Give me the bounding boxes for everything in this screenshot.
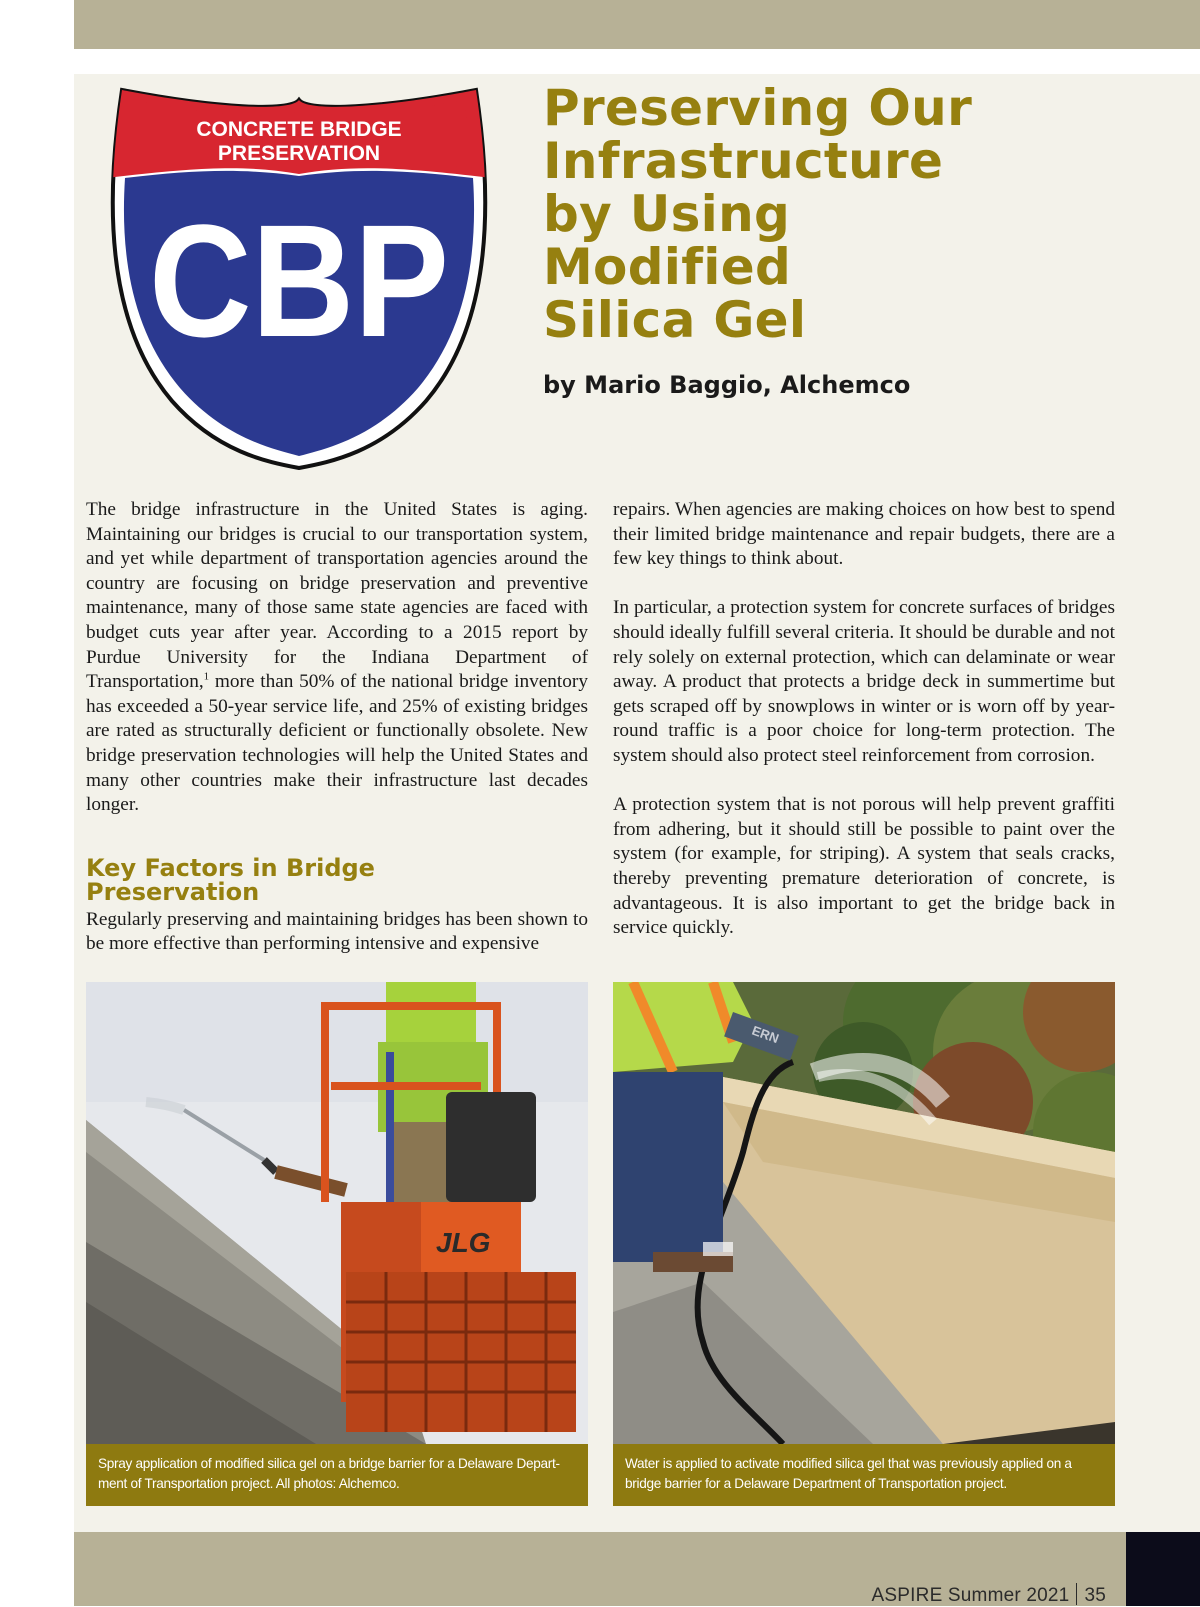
section-heading-line1: Key Factors in Bridge (86, 853, 375, 882)
top-bar (74, 0, 1200, 49)
lift-brand-label: JLG (436, 1227, 491, 1258)
cbp-shield-logo (106, 86, 492, 472)
photo-water-on-barrier (613, 982, 1115, 1444)
caption-line: Water is applied to activate modified silica gel that was previously applied on a (625, 1456, 1072, 1471)
title-line: Infrastructure (543, 132, 944, 190)
logo-banner-line1: CONCRETE BRIDGE (196, 118, 402, 141)
title-line: Modified (543, 238, 792, 296)
page-footer (872, 1583, 1106, 1607)
left-column (86, 498, 588, 957)
footer-divider (1076, 1583, 1077, 1605)
logo-letters: CBP (149, 191, 449, 370)
section-heading-line2: Preservation (86, 877, 260, 906)
title-line: by Using (543, 185, 791, 243)
intro-text-part1: The bridge infrastructure in the United States is aging. Maintaining our bridges is crucial to our transportation system, and yet while department of transportation agencies around the country are focusing on bridge preservation and preventive maintenance, many of those same state agencies are faced with budget cuts year after year. According to a 2015 report by Purdue University for the Indiana Department of Transportation, (86, 499, 588, 693)
publication-name: ASPIRE Summer 2021 (871, 1585, 1070, 1606)
logo-banner-line2: PRESERVATION (217, 142, 381, 165)
right-paragraph-2: In particular, a protection system for concrete surfaces of bridges should ideally fulfill several criteria. It should be durable and not rely solely on external protection, which can delaminate or wear away. A product that protects a bridge deck in summertime but gets scraped off by snowplows in winter or is worn off by year-round traffic is a poor choice for long-term protection. The system should also protect steel reinforcement from corrosion. (613, 597, 1115, 766)
sleeve-label: ERN (749, 1022, 781, 1047)
title-line: Preserving Our (543, 79, 973, 137)
bottom-corner-block (1126, 1532, 1200, 1606)
intro-text-part2: more than 50% of the national bridge inventory has exceeded a 50-year service life, and 25% of existing bridges are rated as structurally deficient or functionally obsolete. New bridge preservation technologies will help the United States and many other countries make their infrastructure last decades longer. (86, 671, 588, 816)
photo-boom-lift-spraying (86, 982, 588, 1444)
photo-caption-right (613, 1444, 1115, 1506)
right-paragraph-1: repairs. When agencies are making choices on how best to spend their limited bridge maintenance and repair budgets, there are a few key things to think about. (613, 499, 1115, 570)
caption-line: bridge barrier for a Delaware Department of Transportation project. (625, 1476, 1007, 1491)
right-column (613, 498, 1115, 941)
section-heading (86, 853, 588, 906)
byline: by Mario Baggio, Alchemco (543, 371, 911, 399)
key-factors-paragraph: Regularly preserving and maintaining bridges has been shown to be more effective than performing intensive and expensive (86, 908, 588, 955)
caption-line: Spray application of modified silica gel on a bridge barrier for a Delaware Depart- (98, 1456, 560, 1471)
caption-line: ment of Transportation project. All photos: Alchemco. (98, 1476, 400, 1491)
photo-caption-left (86, 1444, 588, 1506)
title-line: Silica Gel (543, 291, 807, 349)
intro-paragraph (86, 498, 588, 818)
right-paragraph-3: A protection system that is not porous will help prevent graffiti from adhering, but it should still be possible to paint over the system (for example, for striping). A system that seals cracks, thereby preventing premature deterioration of concrete, is advantageous. It is also important to get the bridge back in service quickly. (613, 794, 1115, 939)
article-title (543, 79, 1143, 349)
page-number: 35 (1084, 1585, 1106, 1606)
footnote-reference: 1 (203, 670, 210, 683)
